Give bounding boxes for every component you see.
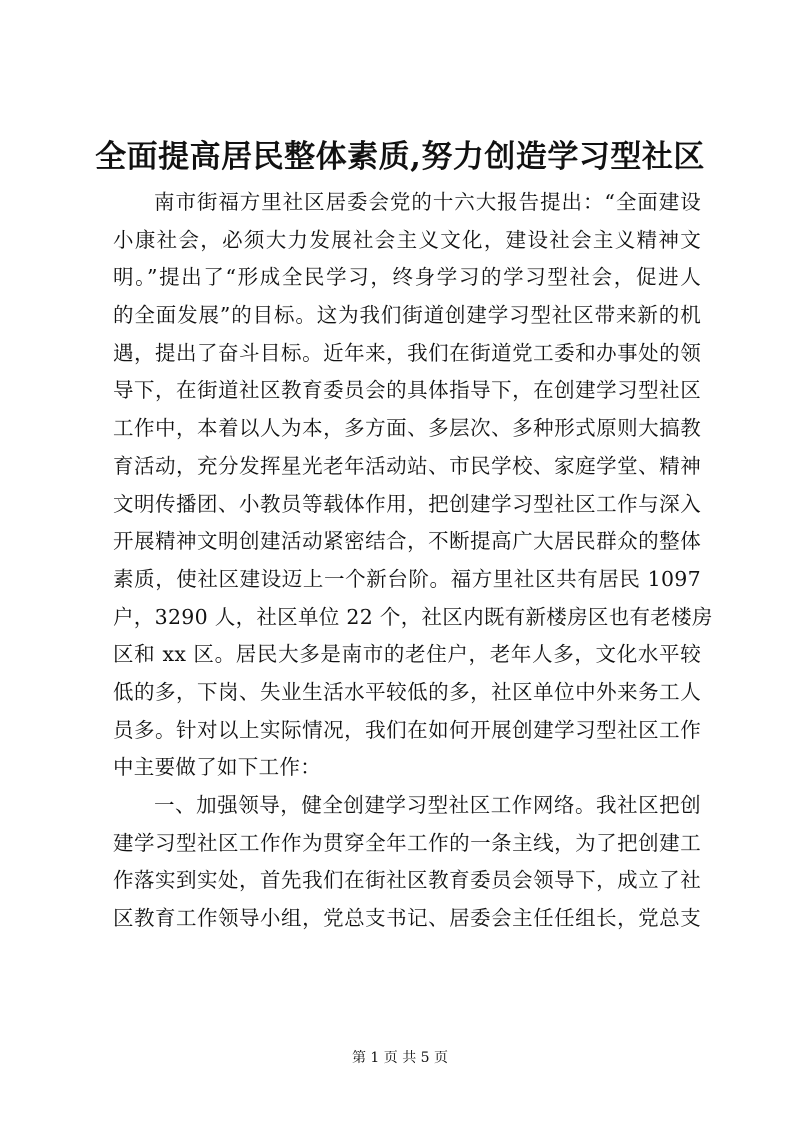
paragraph-line: 低的多，下岗、失业生活水平较低的多，社区单位中外来务工人	[113, 679, 701, 704]
paragraph-line: 遇，提出了奋斗目标。近年来，我们在街道党工委和办事处的领	[113, 340, 701, 365]
paragraph-line: 导下，在街道社区教育委员会的具体指导下，在创建学习型社区	[113, 378, 701, 403]
paragraph-line: 区和 xx 区。居民大多是南市的老住户，老年人多，文化水平较	[113, 642, 701, 667]
paragraph-line: 开展精神文明创建活动紧密结合，不断提高广大居民群众的整体	[113, 529, 701, 554]
paragraph-line: 户，3290 人，社区单位 22 个，社区内既有新楼房区也有老楼房	[113, 604, 713, 629]
paragraph	[113, 184, 713, 787]
document-body	[113, 184, 713, 938]
paragraph-line: 员多。针对以上实际情况，我们在如何开展创建学习型社区工作	[113, 717, 701, 742]
paragraph-line: 素质，使社区建设迈上一个新台阶。福方里社区共有居民 1097	[113, 566, 701, 591]
paragraph-line: 区教育工作领导小组，党总支书记、居委会主任任组长，党总支	[113, 906, 701, 931]
paragraph-line: 小康社会，必须大力发展社会主义文化，建设社会主义精神文	[113, 227, 701, 252]
paragraph-line: 作落实到实处，首先我们在街社区教育委员会领导下，成立了社	[113, 868, 701, 893]
paragraph-line: 明。”提出了“形成全民学习，终身学习的学习型社会，促进人	[113, 265, 701, 290]
document-title: 全面提高居民整体素质,努力创造学习型社区	[95, 139, 705, 175]
paragraph-line: 中主要做了如下工作：	[113, 755, 321, 780]
paragraph-line: 的全面发展”的目标。这为我们街道创建学习型社区带来新的机	[113, 303, 701, 328]
paragraph-line: 育活动，充分发挥星光老年活动站、市民学校、家庭学堂、精神	[113, 453, 701, 478]
page-footer: 第 1 页 共 5 页	[351, 1050, 449, 1066]
paragraph-line: 南市街福方里社区居委会党的十六大报告提出：“全面建设	[154, 190, 701, 214]
paragraph	[113, 787, 701, 938]
paragraph-line: 一、加强领导，健全创建学习型社区工作网络。我社区把创	[154, 793, 701, 817]
paragraph-line: 建学习型社区工作作为贯穿全年工作的一条主线，为了把创建工	[113, 830, 701, 855]
paragraph-line: 文明传播团、小教员等载体作用，把创建学习型社区工作与深入	[113, 491, 701, 516]
paragraph-line: 工作中，本着以人为本，多方面、多层次、多种形式原则大搞教	[113, 416, 701, 441]
